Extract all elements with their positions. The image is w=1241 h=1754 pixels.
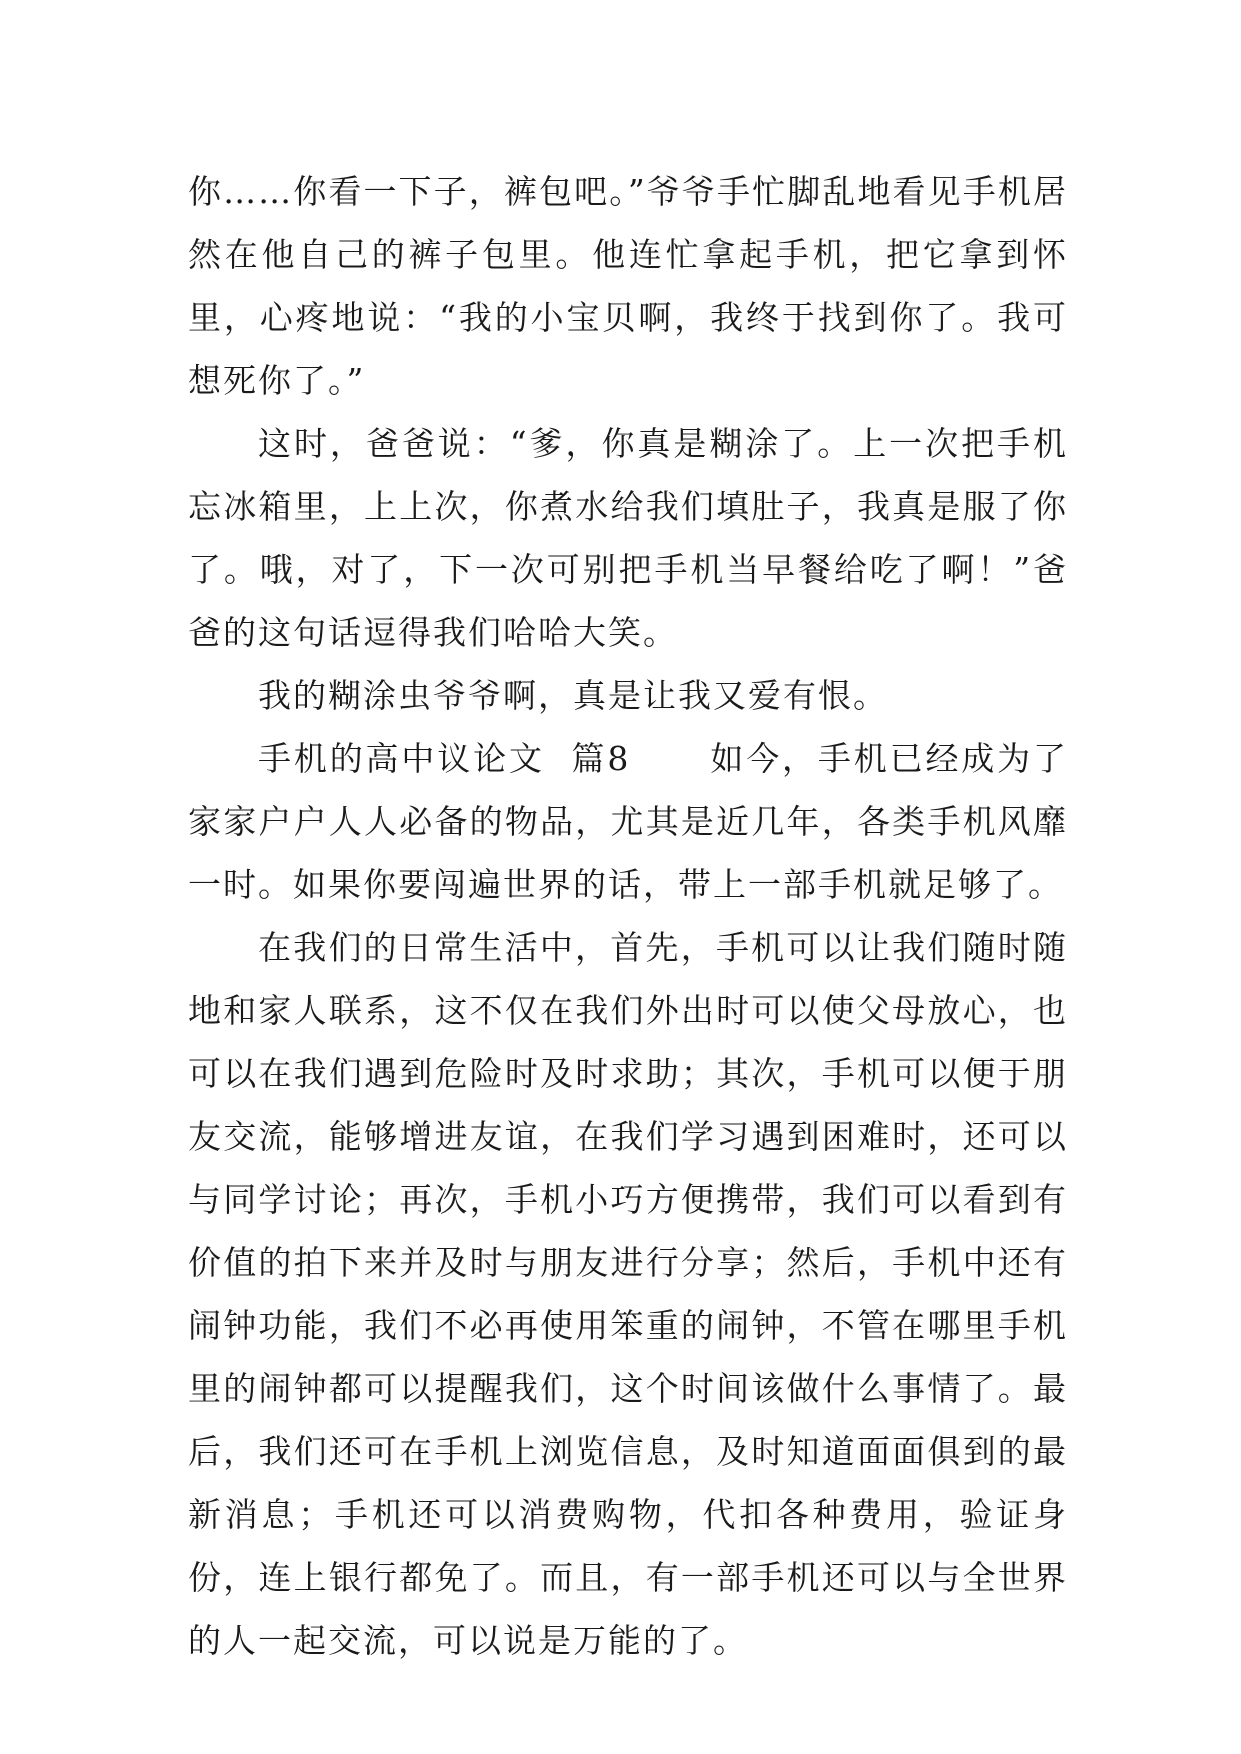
paragraph-1: 你……你看一下子，裤包吧。”爷爷手忙脚乱地看见手机居然在他自己的裤子包里。他连忙拿起手机，把它拿到怀里，心疼地说：“我的小宝贝啊，我终于找到你了。我可想死你了。” [188, 172, 1068, 400]
paragraph-2: 这时，爸爸说：“爹，你真是糊涂了。上一次把手机忘冰箱里，上上次，你煮水给我们填肚子，我真是服了你了。哦，对了，下一次可别把手机当早餐给吃了啊！”爸爸的这句话逗得我们哈哈大笑。 [188, 424, 1068, 652]
paragraph-5: 在我们的日常生活中，首先，手机可以让我们随时随地和家人联系，这不仅在我们外出时可以使父母放心，也可以在我们遇到危险时及时求助；其次，手机可以便于朋友交流，能够增进友谊，在我们学习遇到困难时，还可以与同学讨论；再次，手机小巧方便携带，我们可以看到有价值的拍下来并及时与朋友进行分享；然后，手机中还有闹钟功能，我们不必再使用笨重的闹钟，不管在哪里手机里的闹钟都可以提醒我们，这个时间该做什么事情了。最后，我们还可在手机上浏览信息，及时知道面面俱到的最新消息；手机还可以消费购物，代扣各种费用，验证身份，连上银行都免了。而且，有一部手机还可以与全世界的人一起交流，可以说是万能的了。 [188, 928, 1068, 1660]
paragraph-4: 手机的高中议论文 篇8 如今，手机已经成为了家家户户人人必备的物品，尤其是近几年，各类手机风靡一时。如果你要闯遍世界的话，带上一部手机就足够了。 [188, 739, 1068, 904]
document-body [188, 160, 1068, 1672]
paragraph-3: 我的糊涂虫爷爷啊，真是让我又爱有恨。 [258, 676, 888, 715]
